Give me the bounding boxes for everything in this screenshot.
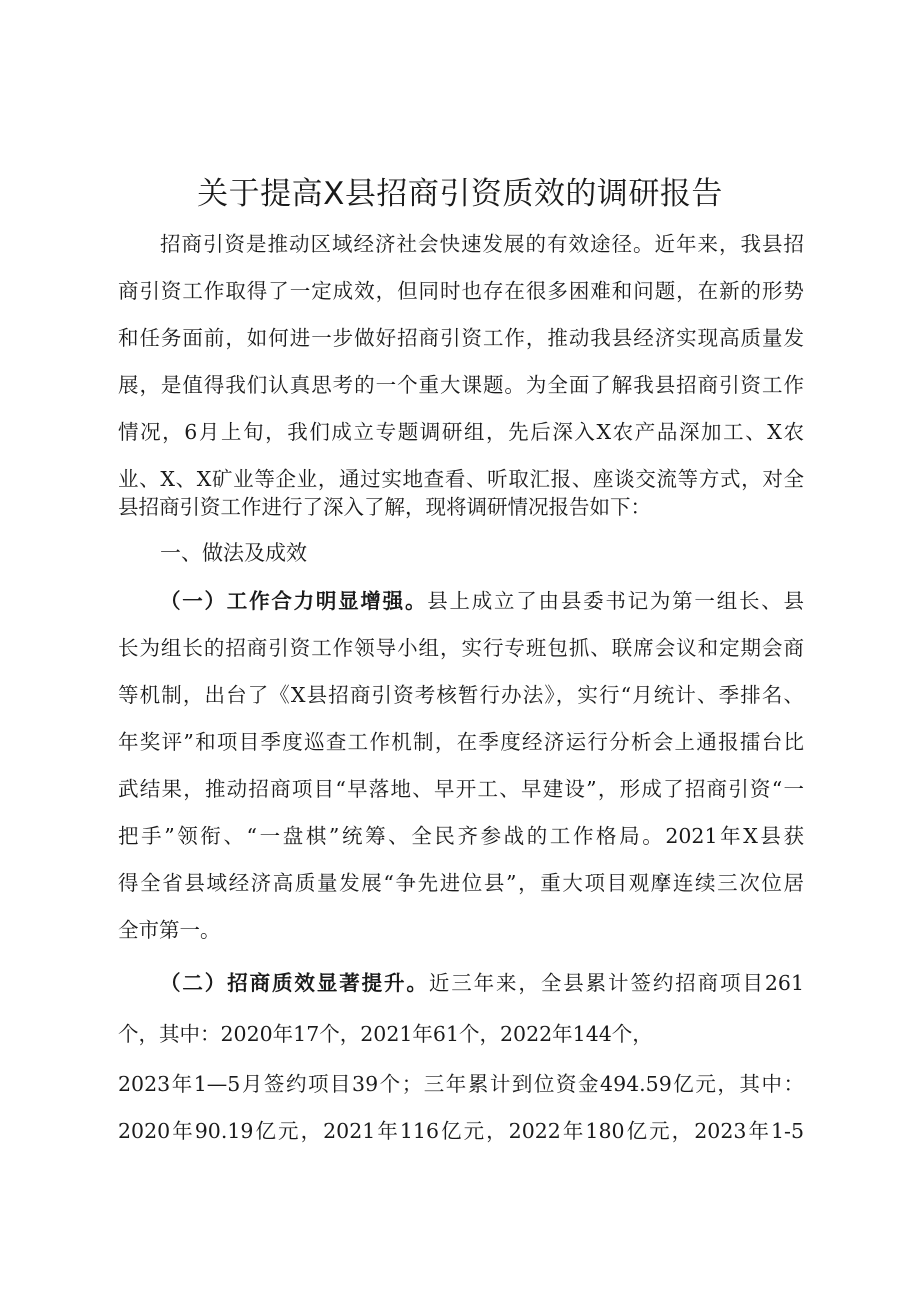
sub1-line: 得全省县域经济高质量发展“争先进位县”，重大项目观摩连续三次位居 bbox=[118, 871, 804, 895]
intro-line: 业、X、X矿业等企业，通过实地查看、听取汇报、座谈交流等方式，对全 bbox=[118, 467, 804, 491]
sub1-heading: （一）工作合力明显增强。 bbox=[160, 589, 428, 613]
intro-line: 县招商引资工作进行了深入了解，现将调研情况报告如下： bbox=[118, 495, 651, 519]
sub1-line: 年奖评”和项目季度巡查工作机制，在季度经济运行分析会上通报擂台比 bbox=[118, 730, 804, 754]
sub2-first-line bbox=[160, 968, 804, 998]
sub1-first-text: 县上成立了由县委书记为第一组长、县 bbox=[427, 589, 805, 613]
intro-line: 招商引资是推动区域经济社会快速发展的有效途径。近年来，我县招 bbox=[160, 232, 804, 256]
sub2-line: 个，其中：2020年17个，2021年61个，2022年144个， bbox=[118, 1022, 653, 1046]
sub1-line: 等机制，出台了《X县招商引资考核暂行办法》，实行“月统计、季排名、 bbox=[118, 683, 804, 707]
sub2-line: 2023年1—5月签约项目39个；三年累计到位资金494.59亿元，其中： bbox=[118, 1072, 804, 1096]
sub1-line: 全市第一。 bbox=[118, 918, 221, 942]
sub1-line: 武结果，推动招商项目“早落地、早开工、早建设”，形成了招商引资“一 bbox=[118, 777, 804, 801]
intro-line: 情况，6月上旬，我们成立专题调研组，先后深入X农产品深加工、X农 bbox=[118, 420, 804, 444]
sub1-line: 把手”领衔、“一盘棋”统筹、全民齐参战的工作格局。2021年X县获 bbox=[118, 824, 804, 848]
sub2-first-text: 近三年来，全县累计签约招商项目261 bbox=[428, 971, 804, 995]
sub1-line: 长为组长的招商引资工作领导小组，实行专班包抓、联席会议和定期会商 bbox=[118, 636, 804, 660]
section-heading: 一、做法及成效 bbox=[160, 541, 307, 565]
sub2-line: 2020年90.19亿元，2021年116亿元，2022年180亿元，2023年1-5 bbox=[118, 1119, 804, 1143]
sub2-heading: （二）招商质效显著提升。 bbox=[160, 971, 429, 995]
intro-line: 商引资工作取得了一定成效，但同时也存在很多困难和问题，在新的形势 bbox=[118, 279, 804, 303]
document-title: 关于提高X县招商引资质效的调研报告 bbox=[197, 176, 723, 212]
sub1-first-line bbox=[160, 586, 804, 616]
intro-line: 和任务面前，如何进一步做好招商引资工作，推动我县经济实现高质量发 bbox=[118, 326, 804, 350]
intro-line: 展，是值得我们认真思考的一个重大课题。为全面了解我县招商引资工作 bbox=[118, 373, 804, 397]
